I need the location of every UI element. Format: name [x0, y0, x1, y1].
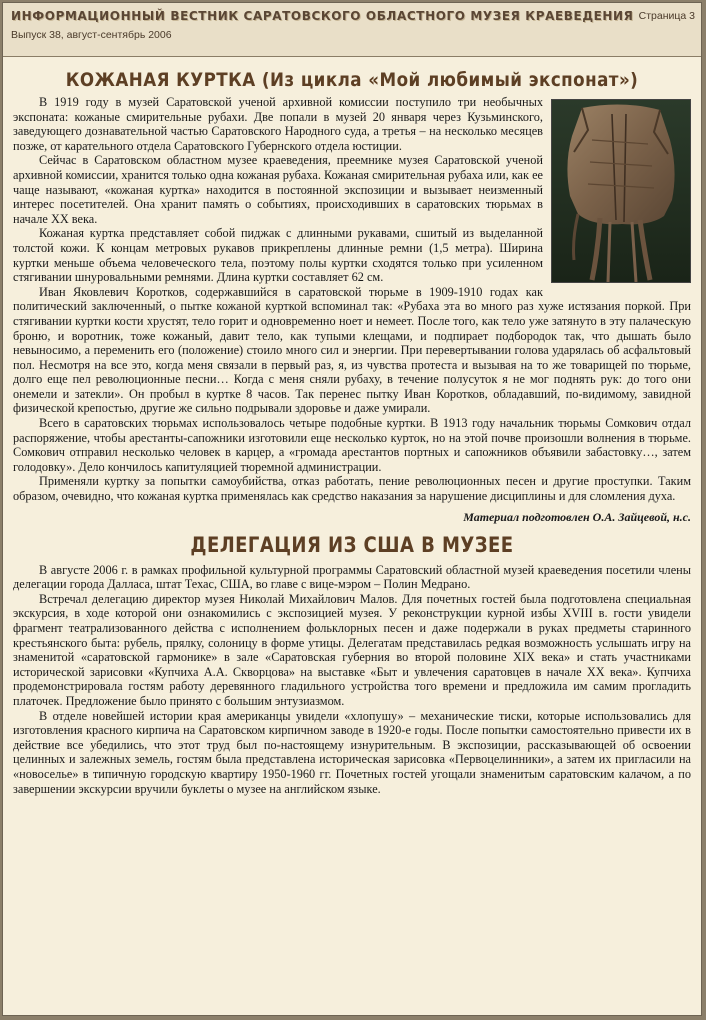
article1-paragraph: Кожаная куртка представляет собой пиджак с длинными рукавами, сшитый из выделанной толстой кожи. К концам метровых рукавов прикреплены длинные ремни (1,5 метра). Ширина куртки меньше объема человеческого тела, поэтому полы куртки сходятся только при усиленном стягивании шнуровальными ремнями. Длина куртки составляет 62 см.	[13, 226, 543, 285]
page-content	[3, 57, 701, 796]
article-credit: Материал подготовлен О.А. Зайцевой, н.с.	[463, 509, 691, 524]
article1-paragraph: В 1919 году в музей Саратовской ученой архивной комиссии поступило три необычных экспоната: кожаные смирительные рубахи. Две попали в музей 20 января через Кузьминского, заведующего дознавательной частью Саратовского Народного суда, а третья – на несколько месяцев позже, от карательного отдела Саратовского Губернского отдела юстиции.	[13, 95, 543, 153]
page-number: Страница 3	[638, 10, 695, 22]
masthead-title: ИНФОРМАЦИОННЫЙ ВЕСТНИК САРАТОВСКОГО ОБЛАСТНОГО МУЗЕЯ КРАЕВЕДЕНИЯ	[11, 9, 634, 23]
article2-paragraph: В августе 2006 г. в рамках профильной культурной программы Саратовский областной музей краеведения посетили члены делегации города Далласа, штат Техас, США, во главе с вице-мэром – Полин Медрано.	[13, 562, 691, 592]
article-title-leather-jacket	[54, 69, 651, 91]
article1-paragraph: Применяли куртку за попытки самоубийства, отказ работать, пение революционных песен и другие проступки. Таким образом, очевидно, что кожаная куртка применялась как средство наказания за нарушение дисциплины и для сломления духа.	[13, 474, 691, 504]
article-title-usa-delegation: ДЕЛЕГАЦИЯ ИЗ США В МУЗЕЕ	[190, 532, 514, 557]
issue-info: Выпуск 38, август-сентябрь 2006	[11, 29, 172, 41]
newsletter-page	[2, 2, 702, 1016]
article1-paragraph: Иван Яковлевич Коротков, содержавшийся в саратовской тюрьме в 1909-1910 годах как политический заключенный, о пытке кожаной курткой вспоминал так: «Рубаха эта во много раз хуже истязания поркой. При стягивании куртки кости хрустят, тело горит и одновременно ноет и немеет. После того, как тело уже затянуто в эту палаческую броню, и воротник, тоже кожаный, давит тело, как тупыми клещами, и подпирает подбородок так, что дышать было невыносимо, а переменить его (положение) стоило много сил и энергии. При перевертывании голова ударялась об асфальтовый пол. Несмотря на все это, когда меня связали в первый раз, я, из чувства протеста и вызывая на то же товарищей по тюрьме, долго еще пел революционные песни… Когда с меня сняли рубаху, в течение полусуток я не мог поднять рук: до того они онемели и затекли». Он пробыл в куртке 8 часов. Так перенес пытку Иван Коротков, обладавший, по-видимому, завидной физической крепостью, другие же сильно подрывали здоровье и даже умирали.	[13, 284, 691, 416]
article2-paragraph: В отделе новейшей истории края американцы увидели «хлопушу» – механические тиски, которые использовались для изготовления красного кирпича на Саратовском кирпичном заводе в 1920-е годы. После попытки самостоятельно привести их в действие все убедились, что этот труд был по-настоящему изнурительным. В экспозиции, рассказывающей об освоении целинных и залежных земель, гостям была представлена историческая зарисовка «Первоцелинники», а затем их пригласили на «новоселье» в типичную городскую квартиру 1950-1960 гг. Почетных гостей угощали знаменитым саратовским калачом, а по завершении экскурсии вручили буклеты о музее на английском языке.	[13, 708, 691, 796]
leather-jacket-image	[552, 100, 690, 282]
article-title-subtitle: (Из цикла «Мой любимый экспонат»)	[261, 69, 639, 91]
article1-paragraph: Всего в саратовских тюрьмах использовалось четыре подобные куртки. В 1913 году начальник тюрьмы Сомкович отдал распоряжение, чтобы арестанты-сапожники изготовили еще несколько курток, но на этой почве произошли волнения в тюрьме. Сомкович отправил несколько человек в карцер, а «громада арестантов портных и сапожников объявили забастовку…, затем голодовку». Дело кончилось капитуляцией тюремной администрации.	[13, 416, 691, 474]
newsletter-header	[3, 3, 701, 57]
article-title-main: КОЖАНАЯ КУРТКА	[65, 69, 256, 91]
article1-paragraph: Сейчас в Саратовском областном музее краеведения, преемнике музея Саратовской ученой архивной комиссии, хранится только одна кожаная рубаха. Кожаная смирительная рубаха или, как ее чаще называют, «кожаная куртка» находится в постоянной экспозиции и вызывает неизменный интерес посетителей. Она хранит память о событиях, происходивших в саратовских тюрьмах в начале XX века.	[13, 153, 543, 226]
article2-paragraph: Встречал делегацию директор музея Николай Михайлович Малов. Для почетных гостей была подготовлена специальная экскурсия, в ходе которой они ознакомились с экспозицией музея. У реконструкции курной избы XVIII в. гости увидели фрагмент театрализованного действа с исполнением фольклорных песен и даже подержали в руках предметы старинного крестьянского быта: рубель, прялку, солоницу в форме утицы. Делегатам представилась редкая возможность услышать игру на знаменитой «саратовской гармонике» в зале «Саратовская губерния во второй половине XIX века» и стать участниками исторической зарисовки «Купчиха А.А. Скворцова» на выставке «Быт и увлечения саратовцев в начале XX века». Купчиха продемонстрировала гостям работу деревянного гладильного устройства того времени и предложила им самим прогладить платочек. Предложение было принято с большим энтузиазмом.	[13, 591, 691, 708]
article-body-usa-delegation	[13, 563, 691, 797]
leather-jacket-photo	[551, 99, 691, 283]
